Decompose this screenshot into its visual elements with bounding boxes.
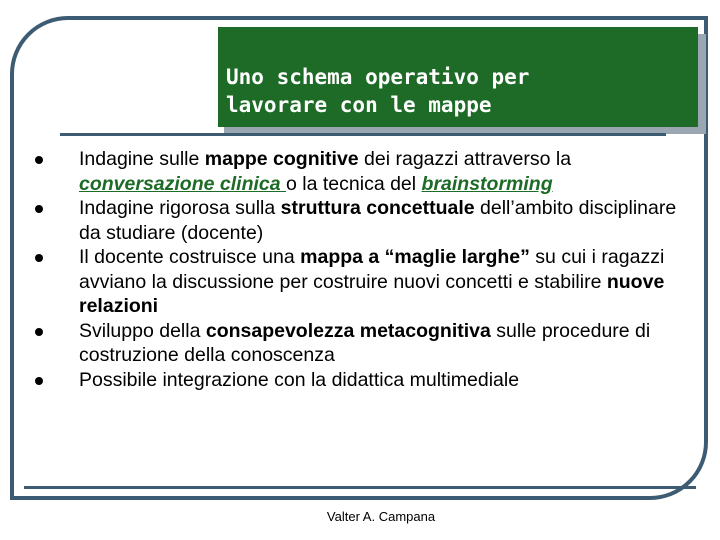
bullet-dot-icon [35, 156, 43, 164]
link-conversazione-clinica[interactable]: conversazione clinica [79, 172, 287, 195]
bullet-dot-icon [35, 377, 43, 385]
slide-footer [0, 509, 720, 524]
slide-title [218, 27, 698, 127]
bullet-dot-icon [35, 328, 43, 336]
bullet-list [36, 147, 696, 392]
footer-author: Valter A. Campana [326, 509, 436, 524]
title-line-2: lavorare con le mappe [226, 93, 492, 117]
bullet-dot-icon [35, 205, 43, 213]
frame-divider-vertical [24, 150, 27, 488]
link-brainstorming[interactable]: brainstorming [421, 172, 553, 195]
title-line-1: Uno schema operativo per [226, 65, 530, 89]
bullet-item: Sviluppo della consapevolezza metacognitiva sulle procedure di costruzione della conoscenza [36, 319, 696, 368]
frame-divider [24, 486, 696, 489]
bullet-item: Il docente costruisce una mappa a “maglie larghe” su cui i ragazzi avviano la discussione per costruire nuovi concetti e stabilire nuove relazioni [36, 245, 696, 319]
title-underline [60, 133, 666, 136]
bullet-item: Indagine sulle mappe cognitive dei ragazzi attraverso la conversazione clinica o la tecnica del brainstorming [36, 147, 696, 196]
bullet-item: Indagine rigorosa sulla struttura concettuale dell’ambito disciplinare da studiare (docente) [36, 196, 696, 245]
bullet-item: Possibile integrazione con la didattica multimediale [36, 368, 696, 393]
bullet-dot-icon [35, 254, 43, 262]
